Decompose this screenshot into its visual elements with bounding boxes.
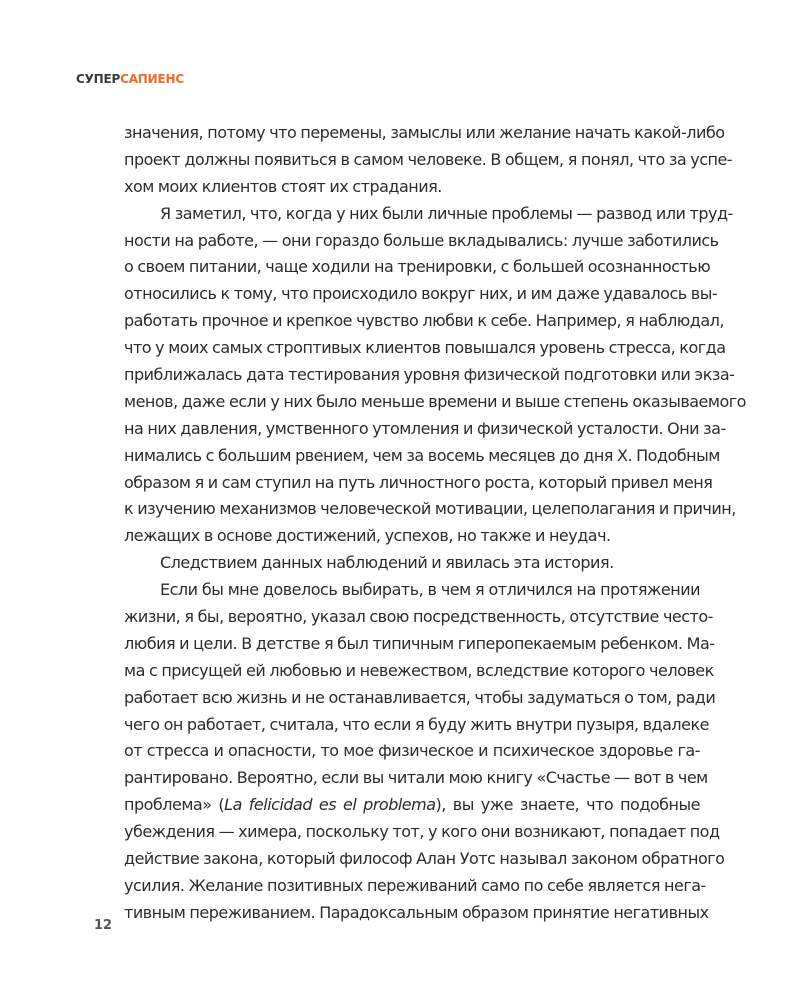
text-fragment: ), вы уже знаете, что подобные bbox=[435, 795, 700, 815]
text-line: образом я и сам ступил на путь личностного роста, который привел меня bbox=[124, 472, 713, 492]
text-line: от стресса и опасности, то мое физическое и психическое здоровье га- bbox=[124, 741, 700, 761]
text-line: о своем питании, чаще ходили на тренировки, с большей осознанностью bbox=[124, 257, 711, 277]
text-line: работает всю жизнь и не останавливается, чтобы задуматься о том, ради bbox=[124, 687, 716, 707]
paragraph-start-line: Я заметил, что, когда у них были личные проблемы — развод или труд- bbox=[160, 203, 733, 223]
text-line: хом моих клиентов стоят их страдания. bbox=[124, 176, 442, 196]
book-title-italic: La felicidad es el problema bbox=[224, 795, 436, 815]
text-line: значения, потому что перемены, замыслы или желание начать какой-либо bbox=[124, 123, 725, 142]
body-text bbox=[124, 120, 746, 927]
page-number: 12 bbox=[94, 918, 113, 933]
text-line: к изучению механизмов человеческой мотивации, целеполагания и причин, bbox=[124, 499, 736, 519]
header-title-super: СУПЕР bbox=[76, 72, 121, 86]
text-line: работать прочное и крепкое чувство любви к себе. Например, я наблюдал, bbox=[124, 311, 724, 331]
running-header bbox=[76, 72, 184, 86]
text-line: относились к тому, что происходило вокруг них, и им даже удавалось вы- bbox=[124, 284, 718, 304]
text-line: приближалась дата тестирования уровня физической подготовки или экза- bbox=[124, 365, 735, 385]
header-title-sapiens: САПИЕНС bbox=[120, 72, 184, 86]
text-line: на них давления, умственного утомления и физической усталости. Они за- bbox=[124, 418, 726, 438]
text-line: любия и цели. В детстве я был типичным гиперопекаемым ребенком. Ма- bbox=[124, 633, 715, 653]
text-line-with-italic bbox=[124, 792, 700, 819]
text-line: нимались с большим рвением, чем за восемь месяцев до дня X. Подобным bbox=[124, 445, 720, 465]
text-line: действие закона, который философ Алан Уотс называл законом обратного bbox=[124, 849, 725, 869]
text-line: усилия. Желание позитивных переживаний само по себе является нега- bbox=[124, 875, 706, 895]
text-line: менов, даже если у них было меньше времени и выше степень оказываемого bbox=[124, 391, 746, 411]
text-fragment: проблема» ( bbox=[124, 795, 225, 815]
paragraph-start-line: Следствием данных наблюдений и явилась эта история. bbox=[160, 553, 614, 573]
text-line: убеждения — химера, поскольку тот, у кого они возникают, попадает под bbox=[124, 822, 720, 842]
paragraph-start-line: Если бы мне довелось выбирать, в чем я отличился на протяжении bbox=[160, 580, 700, 600]
text-line: тивным переживанием. Парадоксальным образом принятие негативных bbox=[124, 902, 709, 922]
text-line: рантировано. Вероятно, если вы читали мою книгу «Счастье — вот в чем bbox=[124, 768, 708, 788]
text-line: проект должны появиться в самом человеке. В общем, я понял, что за успе- bbox=[124, 149, 733, 169]
text-line: ности на работе, — они гораздо больше вкладывались: лучше заботились bbox=[124, 230, 719, 250]
text-line: ма с присущей ей любовью и невежеством, вследствие которого человек bbox=[124, 660, 714, 680]
text-line: жизни, я бы, вероятно, указал свою посредственность, отсутствие често- bbox=[124, 607, 713, 627]
text-line: что у моих самых строптивых клиентов повышался уровень стресса, когда bbox=[124, 338, 726, 358]
text-line: лежащих в основе достижений, успехов, но также и неудач. bbox=[124, 526, 611, 546]
text-line: чего он работает, считала, что если я буду жить внутри пузыря, вдалеке bbox=[124, 714, 709, 734]
